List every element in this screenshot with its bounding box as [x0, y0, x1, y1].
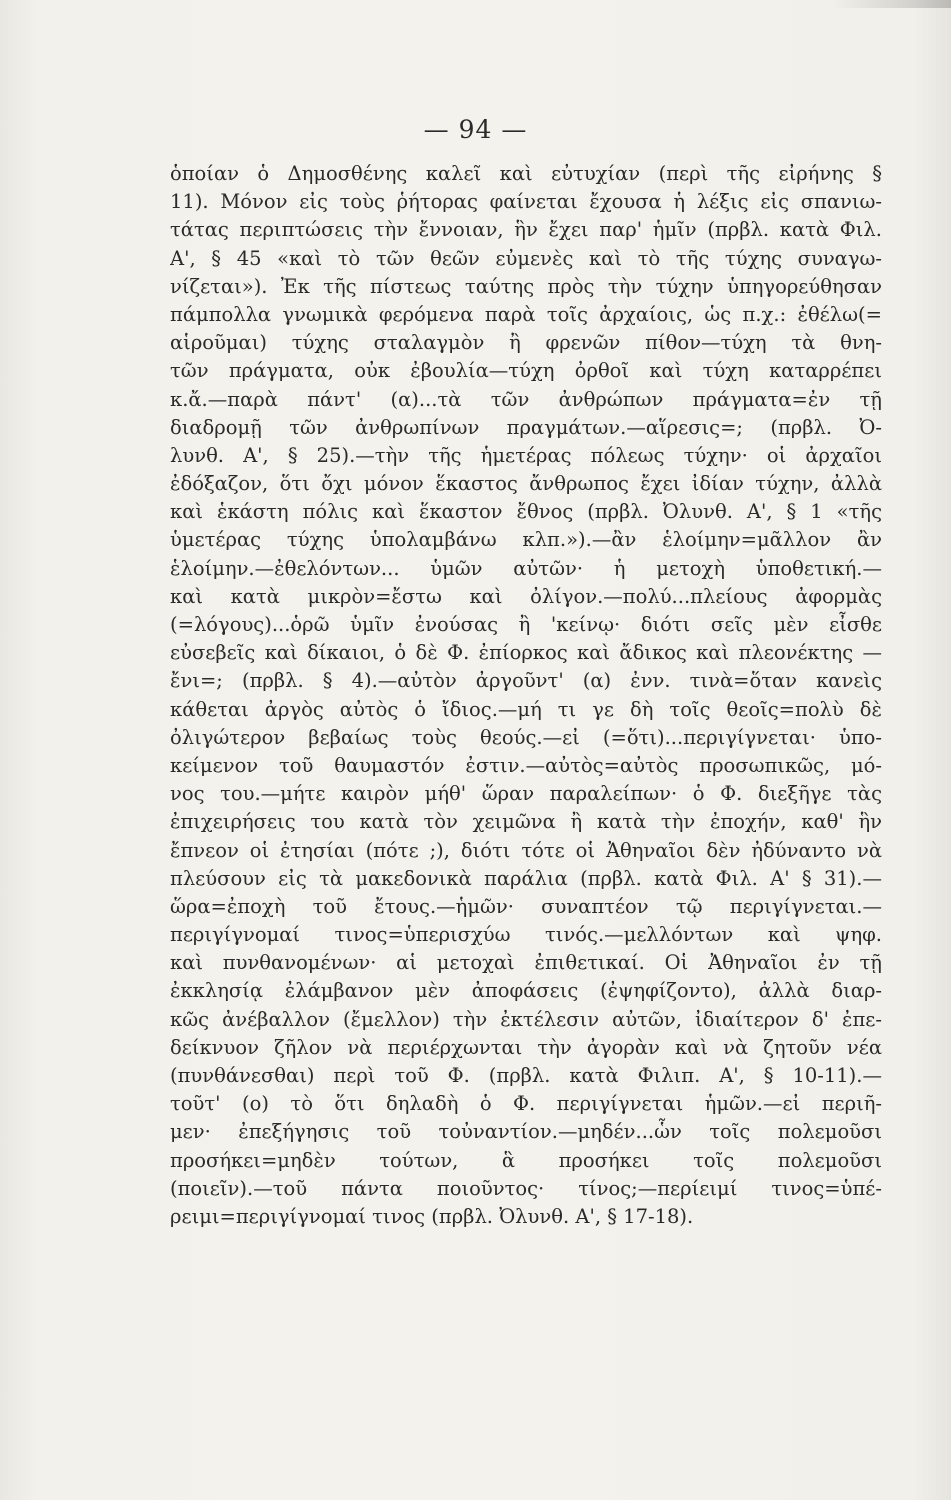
text-line: κείμενον τοῦ θαυμαστόν ἐστιν.—αὐτὸς=αὐτὸς προσωπικῶς, μό-: [170, 753, 882, 777]
text-line: δείκνυον ζῆλον νὰ περιέρχωνται τὴν ἀγορὰν καὶ νὰ ζητοῦν νέα: [170, 1035, 882, 1059]
text-line: ὑμετέρας τύχης ὑπολαμβάνω κλπ.»).—ἂν ἑλοίμην=μᾶλλον ἂν: [170, 528, 882, 552]
text-line: πλεύσουν εἰς τὰ μακεδονικὰ παράλια (πρβλ. κατὰ Φιλ. Α' § 31).—: [170, 866, 882, 890]
text-line: νος του.—μήτε καιρὸν μήθ' ὥραν παραλείπων· ὁ Φ. διεξῆγε τὰς: [170, 782, 882, 806]
text-line: (=λόγους)...ὁρῶ ὑμῖν ἐνούσας ἢ 'κείνῳ· διότι σεῖς μὲν εἶσθε: [170, 613, 882, 636]
text-line: (ποιεῖν).—τοῦ πάντα ποιοῦντος· τίνος;—περίειμί τινος=ὑπέ-: [170, 1176, 882, 1200]
text-line: ἑλοίμην.—ἐθελόντων... ὑμῶν αὐτῶν· ἡ μετοχὴ ὑποθετική.—: [170, 556, 882, 580]
text-line: ἐπιχειρήσεις του κατὰ τὸν χειμῶνα ἢ κατὰ τὴν ἐποχήν, καθ' ἣν: [170, 810, 882, 834]
text-line: αἱροῦμαι) τύχης σταλαγμὸν ἢ φρενῶν πίθον—τύχη τὰ θνη-: [170, 331, 882, 355]
text-line: 11). Μόνον εἰς τοὺς ῥήτορας φαίνεται ἔχουσα ἡ λέξις εἰς σπανιω-: [170, 190, 882, 214]
text-line: ὁποίαν ὁ Δημοσθένης καλεῖ καὶ εὐτυχίαν (περὶ τῆς εἰρήνης §: [170, 162, 882, 185]
text-line: λυνθ. Α', § 25).—τὴν τῆς ἡμετέρας πόλεως τύχην· οἱ ἀρχαῖοι: [170, 443, 882, 467]
text-line: πάμπολλα γνωμικὰ φερόμενα παρὰ τοῖς ἀρχαίοις, ὡς π.χ.: ἐθέλω(=: [170, 302, 882, 326]
page-number: — 94 —: [423, 115, 528, 144]
text-line: ἔνι=; (πρβλ. § 4).—αὐτὸν ἀργοῦντ' (α) ἐνν. τινὰ=ὅταν κανεὶς: [170, 669, 882, 693]
text-line: εὐσεβεῖς καὶ δίκαιοι, ὁ δὲ Φ. ἐπίορκος καὶ ἄδικος καὶ πλεονέκτης —: [170, 641, 882, 665]
text-line: τῶν πράγματα, οὐκ ἐβουλία—τύχη ὀρθοῖ καὶ τύχη καταρρέπει: [170, 359, 882, 383]
text-line: περιγίγνομαί τινος=ὑπερισχύω τινός.—μελλόντων καὶ ψηφ.: [170, 923, 882, 947]
commentary-text: [170, 160, 882, 1231]
text-line: ἔπνεον οἱ ἐτησίαι (πότε ;), διότι τότε οἱ Ἀθηναῖοι δὲν ἠδύναντο νὰ: [170, 838, 882, 862]
text-line: μεν· ἐπεξήγησις τοῦ τοὐναντίον.—μηδέν...ὧν τοῖς πολεμοῦσι: [170, 1120, 882, 1144]
text-line: ὀλιγώτερον βεβαίως τοὺς θεούς.—εἰ (=ὅτι)...περιγίγνεται· ὑπο-: [170, 725, 882, 749]
text-line: ρειμι=περιγίγνομαί τινος (πρβλ. Ὀλυνθ. Α', § 17-18).: [170, 1204, 694, 1228]
text-line: τοῦτ' (ο) τὸ ὅτι δηλαδὴ ὁ Φ. περιγίγνεται ἡμῶν.—εἰ περιῆ-: [170, 1092, 882, 1116]
text-line: κ.ἄ.—παρὰ πάντ' (α)...τὰ τῶν ἀνθρώπων πράγματα=ἐν τῇ: [170, 387, 882, 411]
text-line: καὶ κατὰ μικρὸν=ἔστω καὶ ὀλίγον.—πολύ...πλείους ἀφορμὰς: [170, 584, 882, 608]
text-line: Α', § 45 «καὶ τὸ τῶν θεῶν εὐμενὲς καὶ τὸ τῆς τύχης συναγω-: [170, 246, 882, 270]
text-line: ὥρα=ἐποχὴ τοῦ ἔτους.—ἡμῶν· συναπτέον τῷ περιγίγνεται.—: [170, 894, 882, 918]
text-line: καὶ ἑκάστη πόλις καὶ ἕκαστον ἔθνος (πρβλ. Ὀλυνθ. Α', § 1 «τῆς: [170, 500, 882, 524]
text-line: νίζεται»). Ἐκ τῆς πίστεως ταύτης πρὸς τὴν τύχην ὑπηγορεύθησαν: [170, 274, 882, 298]
scan-edge-mark: [831, 0, 951, 8]
text-line: τάτας περιπτώσεις τὴν ἔννοιαν, ἣν ἔχει παρ' ἡμῖν (πρβλ. κατὰ Φιλ.: [170, 218, 882, 242]
text-line: κάθεται ἀργὸς αὐτὸς ὁ ἴδιος.—μή τι γε δὴ τοῖς θεοῖς=πολὺ δὲ: [170, 697, 882, 721]
text-line: καὶ πυνθανομένων· αἱ μετοχαὶ ἐπιθετικαί. Οἱ Ἀθηναῖοι ἐν τῇ: [170, 951, 882, 975]
text-line: (πυνθάνεσθαι) περὶ τοῦ Φ. (πρβλ. κατὰ Φιλιπ. Α', § 10-11).—: [170, 1064, 882, 1087]
text-line: προσήκει=μηδὲν τούτων, ἃ προσήκει τοῖς πολεμοῦσι: [170, 1148, 882, 1172]
text-line: ἐκκλησίᾳ ἐλάμβανον μὲν ἀποφάσεις (ἐψηφίζοντο), ἀλλὰ διαρ-: [170, 979, 882, 1003]
text-line: ἐδόξαζον, ὅτι ὄχι μόνον ἕκαστος ἄνθρωπος ἔχει ἰδίαν τύχην, ἀλλὰ: [170, 472, 882, 496]
text-line: διαδρομῇ τῶν ἀνθρωπίνων πραγμάτων.—αἵρεσις=; (πρβλ. Ὀ-: [170, 415, 882, 439]
text-line: κῶς ἀνέβαλλον (ἔμελλον) τὴν ἐκτέλεσιν αὐτῶν, ἰδιαίτερον δ' ἐπε-: [170, 1007, 882, 1031]
